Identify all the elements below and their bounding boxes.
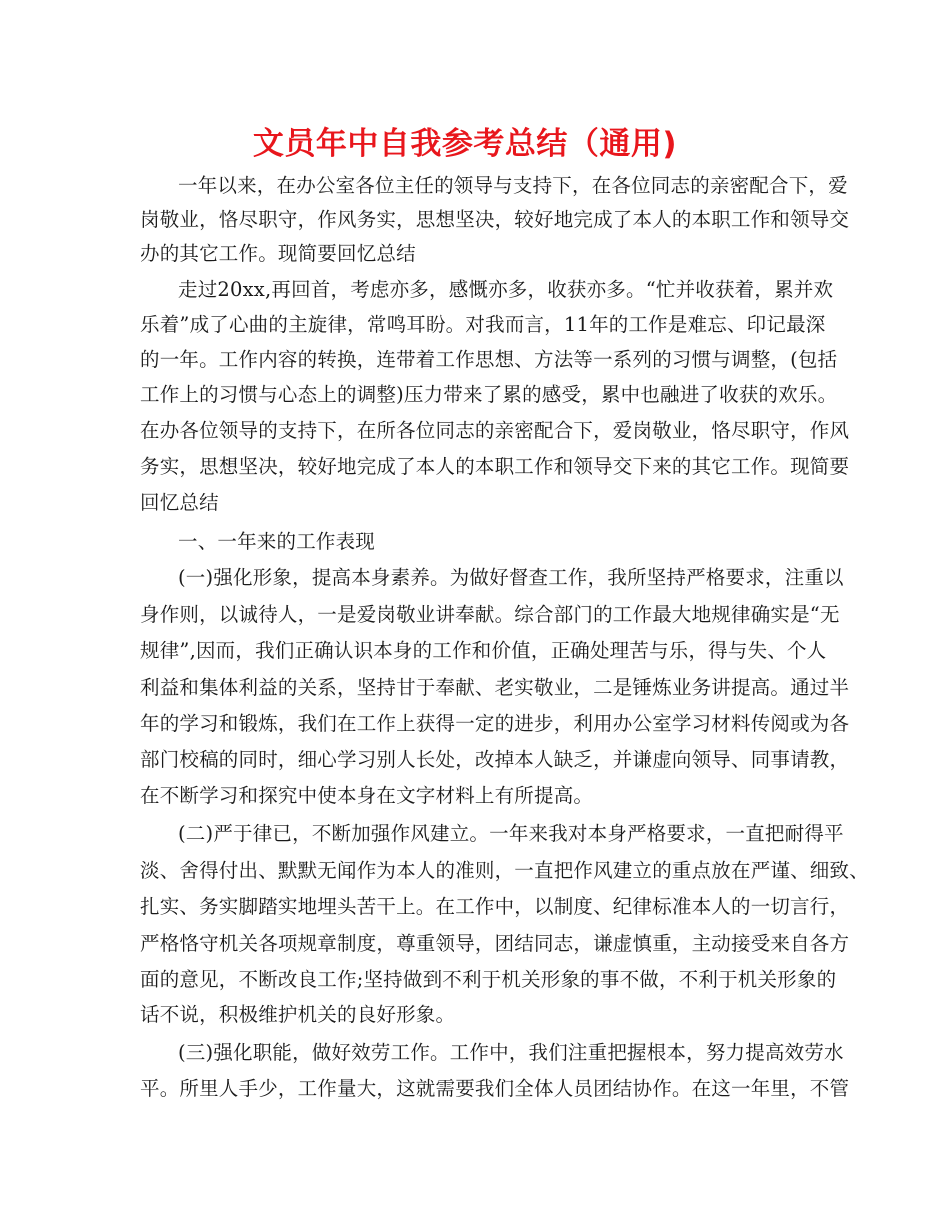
text-line: 部门校稿的同时，细心学习别人长处，改掉本人缺乏，并谦虚向领导、同事请教，: [140, 748, 850, 771]
text-line: 规律”,因而，我们正确认识本身的工作和价值，正确处理苦与乐，得与失、个人: [140, 639, 827, 662]
text-line: 乐着”成了心曲的主旋律，常鸣耳盼。对我而言，11年的工作是难忘、印记最深: [140, 313, 826, 336]
section-heading: 一、一年来的工作表现: [178, 530, 376, 553]
text-line: 面的意见，不断改良工作;坚持做到不利于机关形象的事不做，不利于机关形象的: [140, 968, 837, 991]
text-line: 身作则，以诚待人，一是爱岗敬业讲奉献。综合部门的工作最大地规律确实是“无: [140, 603, 840, 626]
document-title: 文员年中自我参考总结（通用): [252, 126, 678, 162]
text-line: 的一年。工作内容的转换，连带着工作思想、方法等一系列的习惯与调整，(包括: [140, 348, 838, 371]
text-line: 扎实、务实脚踏实地埋头苦干上。在工作中，以制度、纪律标准本人的一切言行，: [140, 895, 850, 918]
text-line: 年的学习和锻炼，我们在工作上获得一定的进步，利用办公室学习材料传阅或为各: [140, 712, 850, 735]
text-line: 办的其它工作。现简要回忆总结: [140, 242, 416, 265]
text-line: 淡、舍得付出、默默无闻作为本人的准则，一直把作风建立的重点放在严谨、细致、: [140, 859, 869, 882]
text-line: 利益和集体利益的关系，坚持甘于奉献、老实敬业，二是锤炼业务讲提高。通过半: [140, 676, 850, 699]
text-line: 话不说，积极维护机关的良好形象。: [140, 1003, 456, 1026]
text-line: 岗敬业，恪尽职守，作风务实，思想坚决，较好地完成了本人的本职工作和领导交: [140, 208, 850, 231]
text-line: 工作上的习惯与心态上的调整)压力带来了累的感受，累中也融进了收获的欢乐。: [140, 383, 838, 406]
text-line: 在办各位领导的支持下，在所各位同志的亲密配合下，爱岗敬业，恪尽职守，作风: [140, 419, 850, 442]
text-line: 回忆总结: [140, 491, 219, 514]
text-line: 走过20xx,再回首，考虑亦多，感慨亦多，收获亦多。“忙并收获着，累并欢: [178, 278, 834, 301]
text-line: (三)强化职能，做好效劳工作。工作中，我们注重把握根本，努力提高效劳水: [178, 1041, 844, 1064]
text-line: 务实，思想坚决，较好地完成了本人的本职工作和领导交下来的其它工作。现简要: [140, 455, 850, 478]
text-line: 在不断学习和探究中使本身在文字材料上有所提高。: [140, 784, 594, 807]
text-line: 平。所里人手少，工作量大，这就需要我们全体人员团结协作。在这一年里，不管: [140, 1077, 850, 1100]
text-line: 一年以来，在办公室各位主任的领导与支持下，在各位同志的亲密配合下，爱: [178, 174, 848, 197]
text-line: 严格恪守机关各项规章制度，尊重领导，团结同志，谦虚慎重，主动接受来自各方: [140, 932, 850, 955]
text-line: (一)强化形象，提高本身素养。为做好督查工作，我所坚持严格要求，注重以: [178, 566, 844, 589]
text-line: (二)严于律已，不断加强作风建立。一年来我对本身严格要求，一直把耐得平: [178, 822, 844, 845]
